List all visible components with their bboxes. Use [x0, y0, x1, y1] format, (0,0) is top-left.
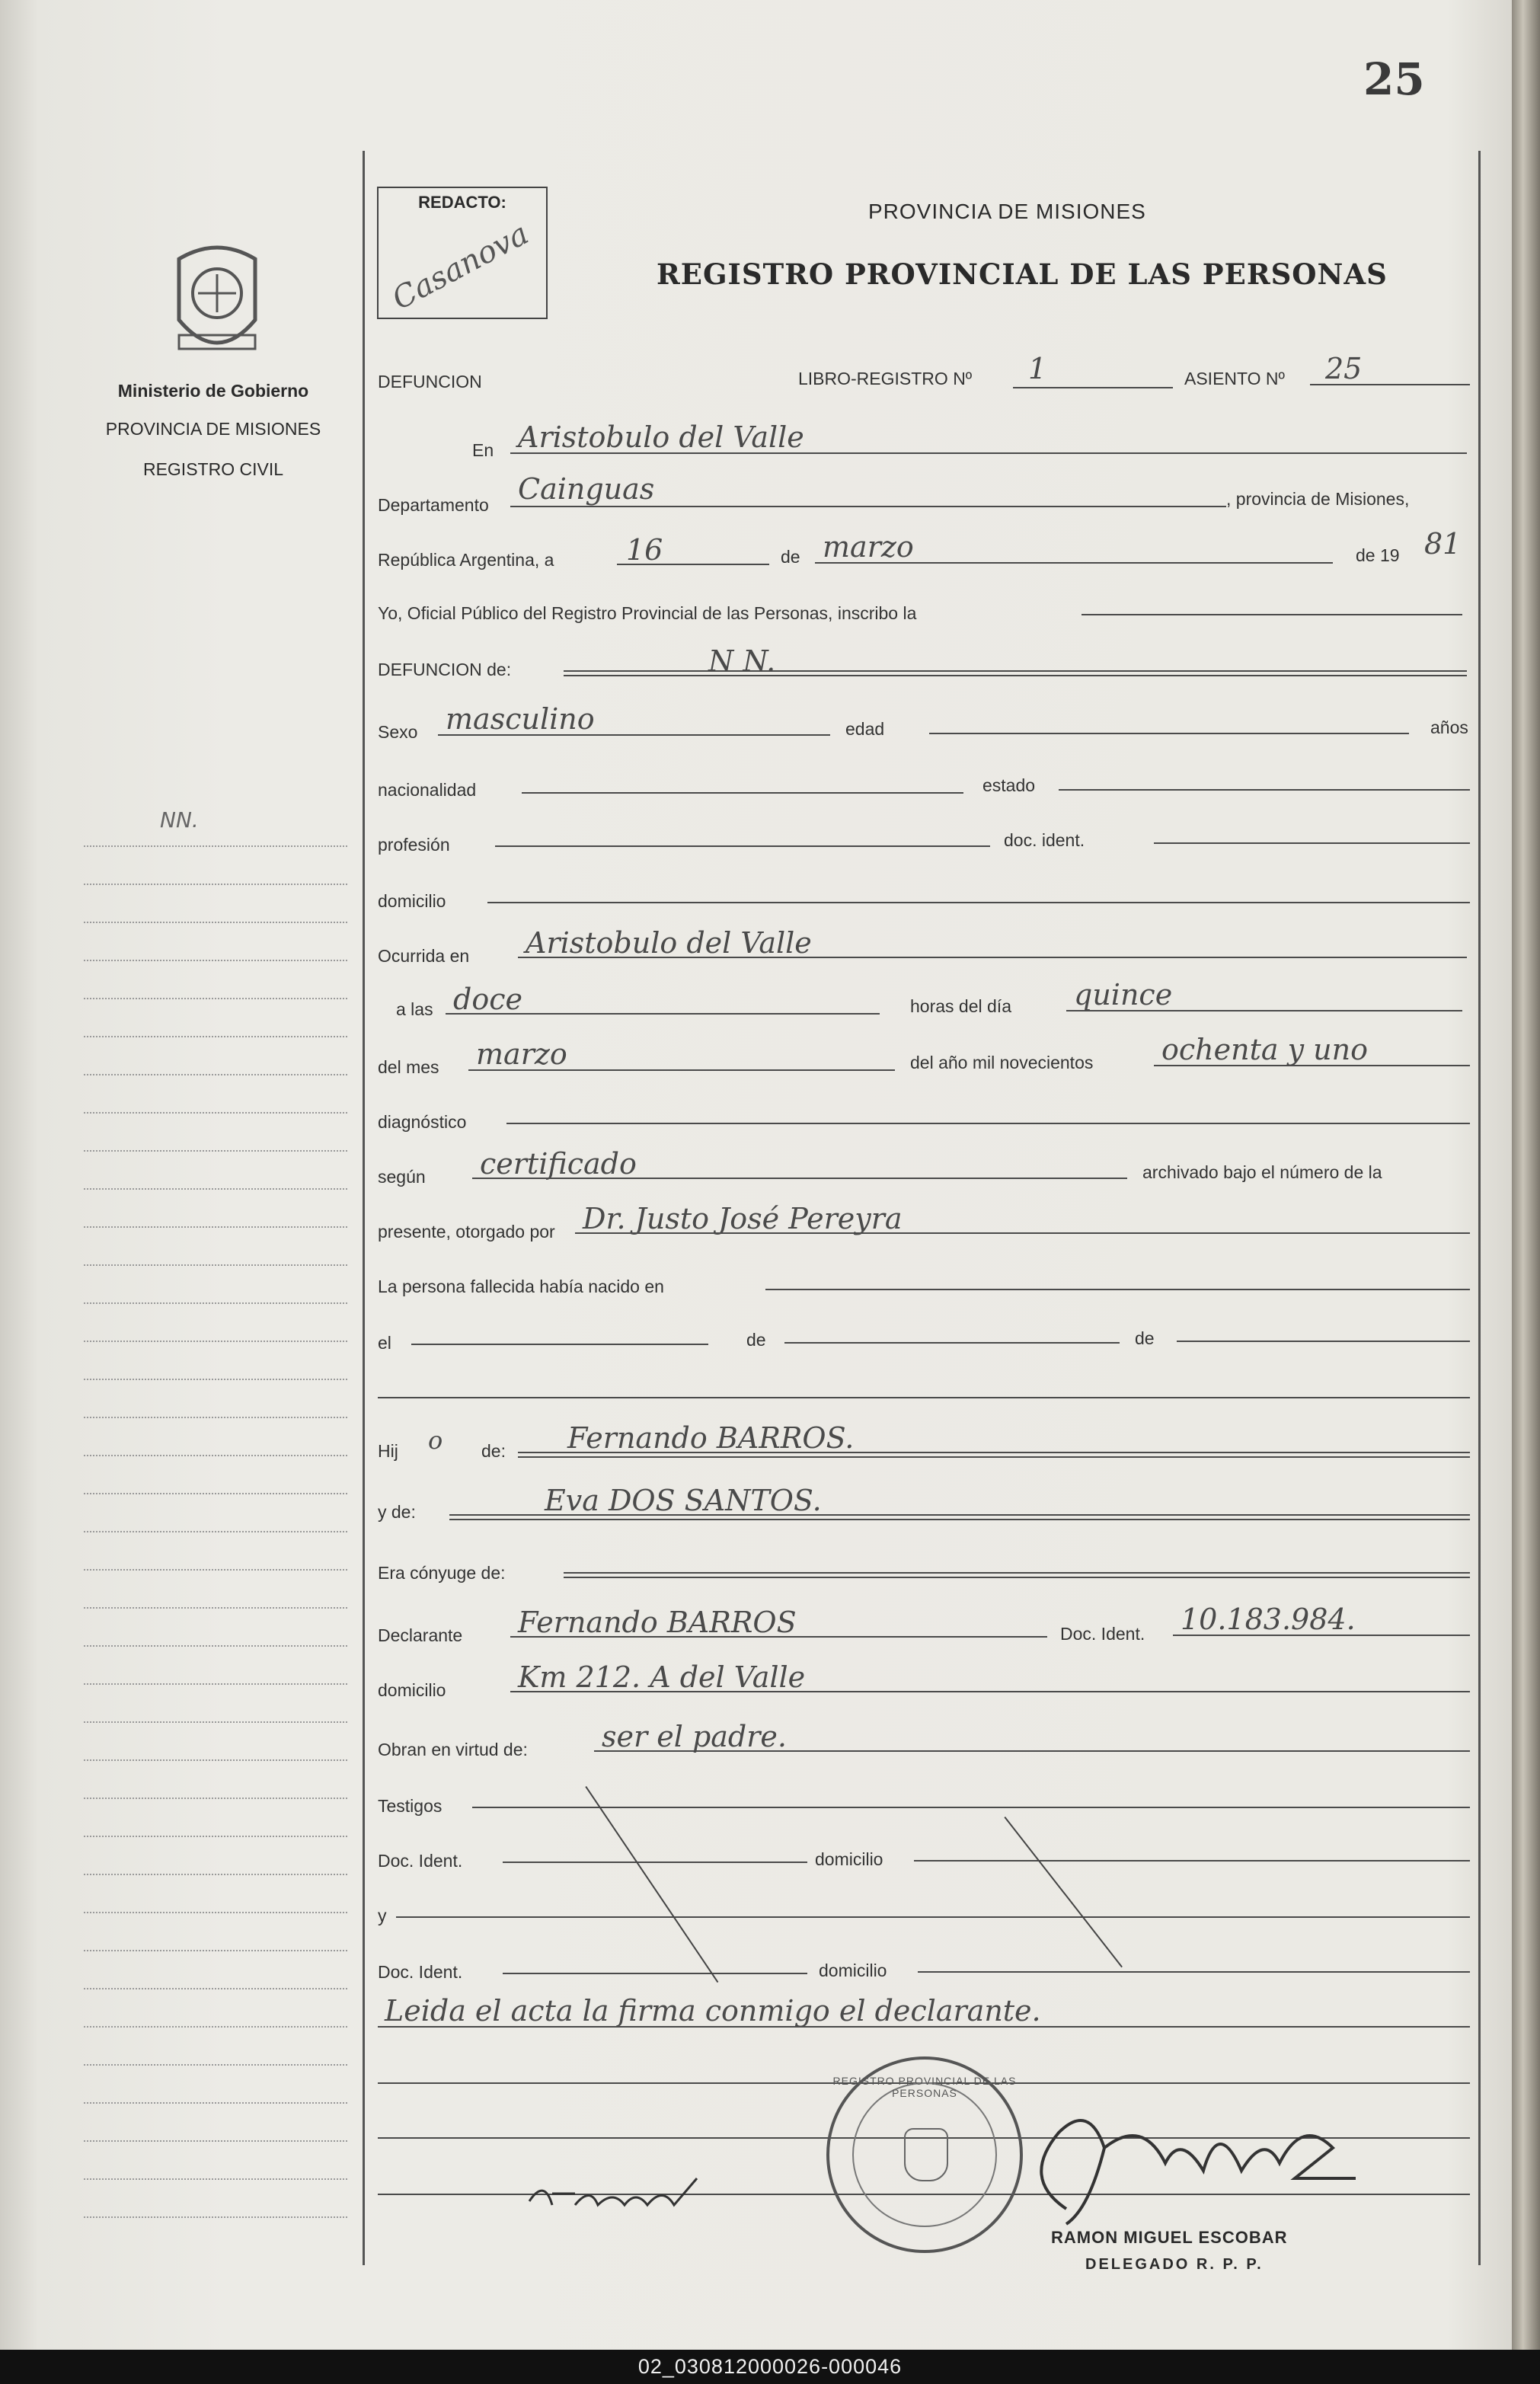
- nacionalidad-line: [522, 792, 963, 794]
- margin-line: [84, 2064, 347, 2066]
- officer-signature: [975, 2087, 1371, 2239]
- nacido-line: [765, 1289, 1470, 1290]
- declarante-doc-label: Doc. Ident.: [1060, 1624, 1145, 1644]
- obran-label: Obran en virtud de:: [378, 1740, 528, 1759]
- madre-line: [449, 1514, 1470, 1520]
- del-ano-label: del año mil novecientos: [910, 1053, 1094, 1072]
- sexo-value: masculino: [446, 702, 595, 736]
- horas-dia-label: horas del día: [910, 996, 1011, 1016]
- redacto-box: [377, 187, 548, 319]
- defuncion-label: DEFUNCION: [378, 372, 482, 391]
- header-province: PROVINCIA DE MISIONES: [868, 200, 1146, 223]
- testigo1-dom-label: domicilio: [815, 1849, 883, 1869]
- padre-line: [518, 1452, 1470, 1458]
- mes-texto-line: [468, 1069, 895, 1071]
- testigo1-doc-line: [503, 1862, 807, 1863]
- declarante-dom-value: Km 212. A del Valle: [518, 1660, 806, 1694]
- conyuge-label: Era cónyuge de:: [378, 1563, 506, 1583]
- province-label: PROVINCIA DE MISIONES: [105, 419, 321, 439]
- edad-label: edad: [845, 719, 885, 739]
- declarante-doc-value: 10.183.984.: [1181, 1603, 1356, 1636]
- testigo1-doc-label: Doc. Ident.: [378, 1851, 463, 1871]
- segun-line: [472, 1178, 1127, 1179]
- margin-line: [84, 1683, 347, 1685]
- nacionalidad-label: nacionalidad: [378, 780, 477, 800]
- margin-line: [84, 1988, 347, 1989]
- margin-line: [84, 1759, 347, 1761]
- fallecido-line: [564, 670, 1467, 676]
- declarante-dom-label: domicilio: [378, 1680, 446, 1700]
- margin-line: [84, 1036, 347, 1037]
- y-de-label: y de:: [378, 1502, 416, 1522]
- yo-label: Yo, Oficial Público del Registro Provincial de las Personas, inscribo la: [378, 603, 917, 623]
- presente-label: presente, otorgado por: [378, 1222, 555, 1242]
- de-label-2: de: [746, 1330, 766, 1350]
- margin-line: [84, 1645, 347, 1647]
- redacto-signature: Casanova: [386, 216, 535, 318]
- asiento-value: 25: [1325, 352, 1363, 385]
- nacido-label: La persona fallecida había nacido en: [378, 1277, 664, 1296]
- mes-value: marzo: [823, 530, 914, 564]
- declarante-value: Fernando BARROS: [518, 1606, 797, 1639]
- margin-line: [84, 2216, 347, 2218]
- hij-de-label: de:: [481, 1441, 506, 1461]
- margin-line: [84, 1798, 347, 1799]
- testigo2-doc-line: [503, 1973, 807, 1974]
- departamento-line: [510, 506, 1226, 507]
- obran-line: [594, 1750, 1470, 1752]
- de-line-2: [784, 1342, 1120, 1344]
- leida-text: Leida el acta la firma conmigo el declarante.: [385, 1994, 1041, 2028]
- margin-line: [84, 1493, 347, 1494]
- margin-line: [84, 845, 347, 847]
- profesion-label: profesión: [378, 835, 450, 855]
- margin-line: [84, 960, 347, 961]
- diagnostico-line: [506, 1123, 1470, 1124]
- hora-line: [446, 1013, 880, 1015]
- margin-line: [84, 1112, 347, 1114]
- libro-label: LIBRO-REGISTRO Nº: [798, 369, 973, 388]
- ocurrida-value: Aristobulo del Valle: [526, 926, 812, 960]
- testigo2-dom-line: [918, 1971, 1470, 1973]
- en-label: En: [472, 440, 494, 460]
- margin-line: [84, 1150, 347, 1152]
- sexo-line: [438, 734, 830, 736]
- de-line-3: [1177, 1341, 1470, 1342]
- margin-line: [84, 1341, 347, 1342]
- margin-line: [84, 2026, 347, 2028]
- mes-texto-value: marzo: [476, 1037, 567, 1071]
- coat-of-arms-icon: [164, 236, 270, 366]
- margin-line: [84, 1569, 347, 1571]
- conyuge-line: [564, 1572, 1470, 1578]
- departamento-label: Departamento: [378, 495, 489, 515]
- margin-line: [84, 998, 347, 999]
- de19-label: de 19: [1356, 545, 1400, 565]
- margin-line: [84, 1302, 347, 1304]
- declarante-label: Declarante: [378, 1625, 463, 1645]
- a-las-label: a las: [396, 999, 433, 1019]
- provincia-label: , provincia de Misiones,: [1226, 489, 1410, 509]
- stamp-seal-icon: [904, 2128, 948, 2181]
- ano-suffix: 81: [1424, 527, 1462, 561]
- margin-line: [84, 1874, 347, 1875]
- margin-line: [84, 1950, 347, 1951]
- otorgado-value: Dr. Justo José Pereyra: [583, 1202, 903, 1235]
- ano-texto-value: ochenta y uno: [1161, 1033, 1368, 1066]
- el-line: [411, 1344, 708, 1345]
- testigo2-dom-label: domicilio: [819, 1961, 887, 1980]
- madre-value: Eva DOS SANTOS.: [545, 1484, 822, 1517]
- yo-line: [1082, 614, 1462, 615]
- margin-line: [84, 1836, 347, 1837]
- domicilio-line: [487, 902, 1470, 903]
- margin-line: [84, 1607, 347, 1609]
- republica-label: República Argentina, a: [378, 550, 554, 570]
- asiento-label: ASIENTO Nº: [1184, 369, 1285, 388]
- hora-value: doce: [453, 983, 522, 1016]
- ocurrida-label: Ocurrida en: [378, 946, 470, 966]
- margin-line: [84, 1188, 347, 1190]
- declarante-doc-line: [1173, 1635, 1470, 1636]
- margin-line: [84, 922, 347, 923]
- de-label: de: [781, 547, 800, 567]
- testigo2-doc-label: Doc. Ident.: [378, 1962, 463, 1982]
- book-spine: [1512, 0, 1540, 2350]
- asiento-line: [1310, 384, 1470, 385]
- dia-texto-value: quince: [1074, 978, 1173, 1011]
- margin-line: [84, 2178, 347, 2180]
- officer-title: DELEGADO R. P. P.: [1085, 2256, 1264, 2273]
- declarante-signature: [522, 2163, 705, 2224]
- margin-line: [84, 2140, 347, 2142]
- margin-note: NN.: [160, 807, 199, 832]
- lugar-line: [510, 452, 1467, 454]
- domicilio-label: domicilio: [378, 891, 446, 911]
- declarante-line: [510, 1636, 1047, 1638]
- officer-name: RAMON MIGUEL ESCOBAR: [1051, 2228, 1288, 2247]
- doc-ident-label: doc. ident.: [1004, 830, 1085, 850]
- margin-line: [84, 1455, 347, 1456]
- estado-label: estado: [982, 775, 1036, 795]
- leida-line: [378, 2026, 1470, 2028]
- mes-line: [815, 562, 1333, 564]
- dia-line: [617, 564, 769, 565]
- segun-label: según: [378, 1167, 426, 1187]
- diagnostico-label: diagnóstico: [378, 1112, 467, 1132]
- padre-value: Fernando BARROS.: [567, 1421, 855, 1455]
- anos-label: años: [1430, 717, 1468, 737]
- de-label-3: de: [1135, 1328, 1155, 1348]
- hij-label: Hij: [378, 1441, 398, 1461]
- edad-line: [929, 733, 1409, 734]
- form-frame: [363, 151, 1481, 2265]
- margin-line: [84, 1721, 347, 1723]
- y-label: y: [378, 1906, 387, 1925]
- del-mes-label: del mes: [378, 1057, 439, 1077]
- ano-texto-line: [1154, 1065, 1470, 1066]
- margin-line: [84, 1912, 347, 1913]
- redacto-label: REDACTO:: [418, 193, 506, 212]
- libro-value: 1: [1028, 352, 1047, 385]
- lugar-value: Aristobulo del Valle: [518, 420, 804, 454]
- hij-suffix: o: [428, 1426, 443, 1455]
- doc-ident-line: [1154, 842, 1470, 844]
- declarante-dom-line: [510, 1691, 1470, 1692]
- margin-line: [84, 1531, 347, 1532]
- otorgado-line: [575, 1232, 1470, 1234]
- dia-texto-line: [1066, 1010, 1462, 1011]
- registry-title: REGISTRO PROVINCIAL DE LAS PERSONAS: [657, 257, 1388, 291]
- sexo-label: Sexo: [378, 722, 418, 742]
- dia-value: 16: [626, 533, 663, 567]
- ocurrida-line: [518, 957, 1467, 958]
- el-label: el: [378, 1333, 391, 1353]
- margin-line: [84, 1074, 347, 1075]
- testigos-label: Testigos: [378, 1796, 443, 1816]
- ministry-label: Ministerio de Gobierno: [117, 381, 309, 401]
- departamento-value: Cainguas: [518, 472, 655, 506]
- image-caption: 02_030812000026-000046: [0, 2350, 1540, 2384]
- stamp-text: REGISTRO PROVINCIAL DE LAS PERSONAS: [832, 2075, 1017, 2099]
- y-line: [396, 1916, 1470, 1918]
- margin-line: [84, 884, 347, 885]
- defuncion-de-label: DEFUNCION de:: [378, 660, 512, 679]
- margin-line: [84, 1264, 347, 1266]
- segun-value: certificado: [480, 1147, 637, 1181]
- archivado-label: archivado bajo el número de la: [1142, 1162, 1382, 1182]
- civil-registry-label: REGISTRO CIVIL: [142, 459, 284, 479]
- estado-line: [1059, 789, 1470, 791]
- libro-line: [1013, 387, 1173, 388]
- margin-line: [84, 1226, 347, 1228]
- testigos-line: [472, 1807, 1470, 1808]
- margin-line: [84, 1379, 347, 1380]
- margin-line: [84, 2102, 347, 2104]
- fallecido-value: N N.: [708, 644, 776, 678]
- testigo1-dom-line: [914, 1860, 1470, 1862]
- margin-line: [84, 1417, 347, 1418]
- profesion-line: [495, 845, 990, 847]
- page-number: 25: [1363, 53, 1425, 105]
- blank-line: [378, 1397, 1470, 1398]
- obran-value: ser el padre.: [602, 1720, 787, 1753]
